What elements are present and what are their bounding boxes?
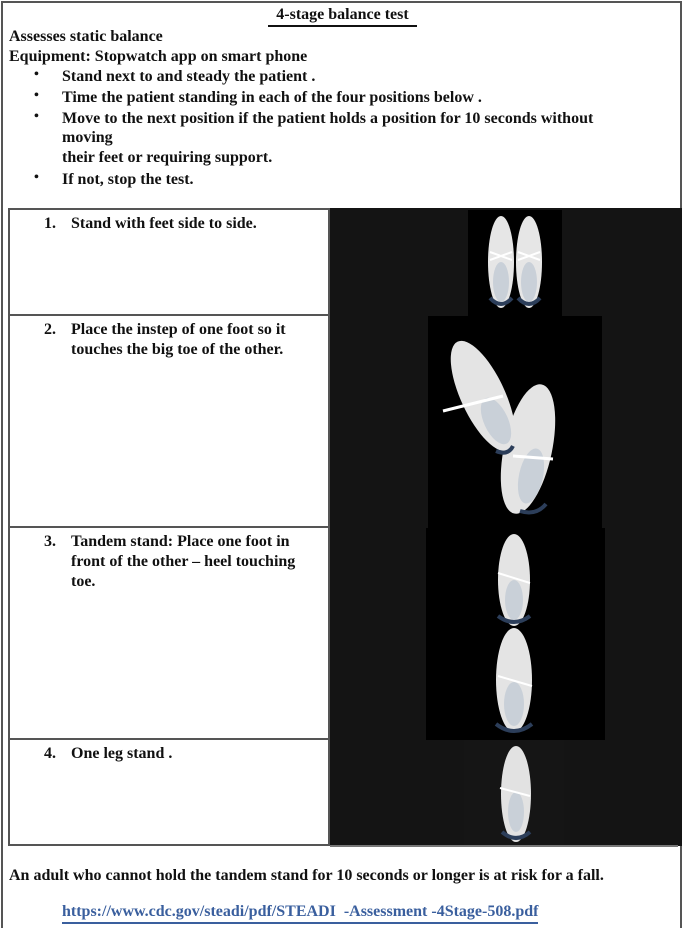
stage-number: 2. <box>44 321 56 338</box>
shoes-icon <box>428 316 602 528</box>
bullet-icon: • <box>34 170 39 185</box>
stage-text: Stand with feet side to side. <box>71 215 257 232</box>
stages-table <box>8 208 682 846</box>
bullet-icon: • <box>34 88 39 103</box>
shoes-icon <box>468 210 562 316</box>
shoes-icon <box>426 528 605 740</box>
title-text: 4-stage balance test <box>268 5 416 27</box>
one-leg-stand-photo <box>464 740 564 846</box>
stage-row-3 <box>8 526 330 740</box>
stage-number: 4. <box>44 745 56 762</box>
intro-line: Assesses static balance <box>9 28 163 45</box>
stage-number: 1. <box>44 215 56 232</box>
bullet-item-continuation: their feet or requiring support. <box>62 149 273 166</box>
bullet-item: Time the patient standing in each of the four positions below . <box>62 89 482 106</box>
risk-warning: An adult who cannot hold the tandem stand for 10 seconds or longer is at risk for a fall. <box>9 867 604 884</box>
bullet-item-continuation: moving <box>62 129 113 146</box>
shoe-icon <box>464 740 564 846</box>
semi-tandem-photo <box>428 316 602 528</box>
equipment-line: Equipment: Stopwatch app on smart phone <box>9 48 308 65</box>
stage-text: Tandem stand: Place one foot in front of the other – heel touching toe. <box>71 533 296 590</box>
stage-text: Place the instep of one foot so it touches the big toe of the other. <box>71 321 286 358</box>
source-link[interactable]: https://www.cdc.gov/steadi/pdf/STEADI -Assessment -4Stage-508.pdf <box>62 902 538 924</box>
bullet-item: Stand next to and steady the patient . <box>62 68 316 85</box>
stage-number: 3. <box>44 533 56 550</box>
stage-text: One leg stand . <box>71 745 173 762</box>
tandem-stand-photo <box>426 528 605 740</box>
feet-side-by-side-photo <box>468 210 562 316</box>
stage-row-1 <box>8 208 330 316</box>
stage-row-2 <box>8 314 330 528</box>
divider <box>330 845 678 847</box>
bullet-item: If not, stop the test. <box>62 171 194 188</box>
bullet-icon: • <box>34 109 39 124</box>
bullet-item: Move to the next position if the patient holds a position for 10 seconds without <box>62 110 594 127</box>
stage-row-4 <box>8 738 330 846</box>
page-title <box>0 5 685 27</box>
bullet-icon: • <box>34 67 39 82</box>
